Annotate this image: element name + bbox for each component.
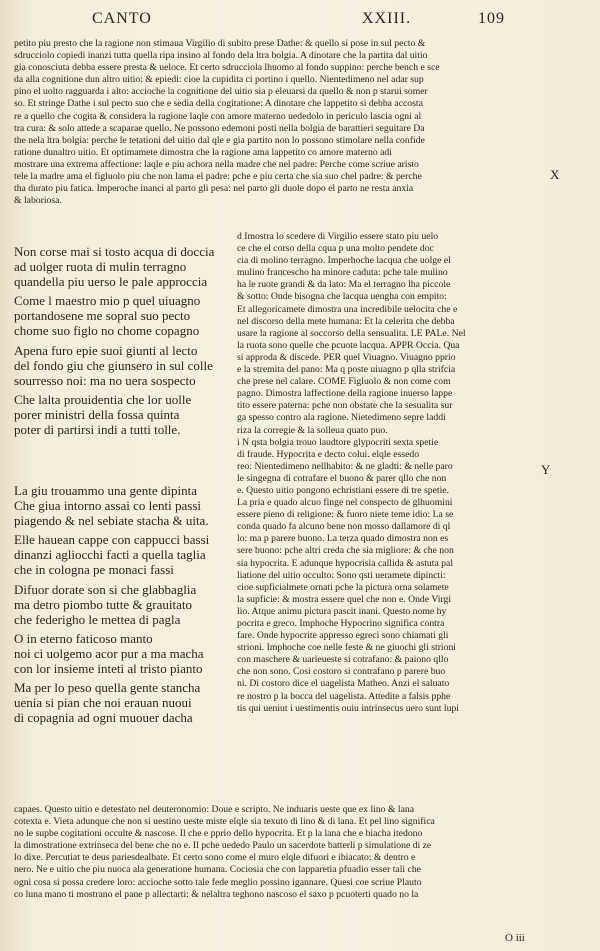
verse-line: chome suo figlo no chome copagno (14, 323, 200, 339)
commentary-line: lo: ma p parere buono. La terza quado dimostra non es (237, 533, 449, 545)
commentary-line: essere pieno di religione: & fuoro niete teme idio: La se (237, 509, 454, 521)
commentary-line: sdrucciolo copiedi inanzi tutta quella ripa insino al fondo dela ltra bolgia. A dinotare che la partita dal uitio (14, 50, 428, 62)
commentary-line: cioe supficialmete ornati pche la pictura orna solamete (237, 581, 449, 593)
commentary-line: no le supbe cogitationi occulte & nascose. Il che e pprio dello hypocrita. Et p la lana che e biacha itedono (14, 828, 423, 840)
verse-line: ad uolger ruota di mulin terragno (14, 259, 187, 275)
verse-line: dinanzi agliocchi facti a quella taglia (14, 547, 206, 563)
commentary-line: le singegna di cotrafare el buono & parer qllo che non (237, 472, 447, 484)
right-commentary (237, 231, 537, 715)
commentary-line: tha durato piu fatica. Imperoche inanci al parto gli pesa: nel parto gli duole dopo el parto ne resta anxia (14, 183, 414, 195)
verse-line: Come l maestro mio p quel uiuagno (14, 293, 201, 309)
commentary-line: la supficie: & mostra essere quel che non e. Onde Virgi (237, 593, 452, 605)
commentary-line: reo: Nientedimeno nellhabito: & ne gladti: & nelle paro (237, 460, 453, 472)
verse-line: sourresso noi: ma no uera sospecto (14, 372, 196, 388)
commentary-line: conda quado fa alcuno bene non mosso dallamore di ql (237, 521, 451, 533)
commentary-line: cotexta e. Vieta adunque che non si uestino ueste miste elqle sia texuto di lino & di lana. Et pel lino significa (14, 816, 435, 828)
commentary-line: di fraude. Hypocrita e decto colui. elqle essedo (237, 448, 420, 460)
verse-line: di copagnia ad ogni muouer dacha (14, 710, 193, 726)
commentary-line: lio. Atque animu pictura pascit inani. Questo nome hy (237, 605, 447, 617)
verse-line: portandosene me sopral suo pecto (14, 308, 191, 324)
verse-line: Elle hauean cappe con cappucci bassi (14, 532, 210, 548)
commentary-line: che non sono. Cosi costoro si contrafano p parere buo (237, 666, 446, 678)
tercet (14, 582, 236, 627)
commentary-line: pagno. Dimostra laffectione della ragione inuerso lappe (237, 388, 453, 400)
verse-block-1 (14, 244, 236, 441)
tercet (14, 244, 236, 289)
verse-line: quandella piu uerso le pale approccia (14, 274, 208, 290)
canto-number: XXIII. (362, 10, 412, 27)
margin-letter-x: X (550, 167, 560, 182)
commentary-line: capaes. Questo uitio e detestato nel deuteronomio: Doue e scripto. Ne induaris ueste que ex lino & lana (14, 804, 415, 815)
folio-number: 109 (478, 10, 505, 27)
verse-line: Che giua intorno assai co lenti passi (14, 498, 202, 514)
verse-line: Apena furo epie suoi giunti al lecto (14, 342, 198, 358)
commentary-line: con maschere & uarieueste si cotrafano: & paiono qllo (237, 654, 449, 666)
signature-mark: O iii (505, 932, 525, 944)
commentary-line: co luna mano ti mostrano el pane p allectarti: & nelaltra teghono nascoso el saxo p pcuoterti quado no la (14, 888, 419, 900)
commentary-line: tra cura: & solo attede a scaparae quello. Ne possono edemoni posti nella bolgia de barattieri seguitare Da (14, 122, 425, 134)
tercet (14, 631, 236, 676)
verse-line: O in eterno faticoso manto (14, 630, 153, 646)
commentary-line: ogni cosa si possa credere loro: accioche sotto tale fede meglio possino igannare. Quesi coe scriue Plauto (14, 876, 422, 888)
commentary-line: La pria e quado alcuo finge nel conspecto de glhuomini (237, 497, 453, 509)
running-header (0, 10, 600, 32)
commentary-line: d Imostra lo scedere di Virgilio essere stato piu uelo (237, 231, 439, 242)
commentary-line: ha le ruote grandi & da lato: Ma el terragno lha piccole (237, 279, 451, 291)
commentary-line: ni. Di costoro dice el uagelista Matheo. Anzi el saluato (237, 678, 450, 690)
tercet (14, 680, 236, 725)
canto-heading: CANTO (92, 10, 152, 27)
verse-line: del fondo giu che giunsero in sul colle (14, 357, 213, 373)
commentary-line: si approda & discede. PER quel Viuagno. Viuagno pprio (237, 351, 456, 363)
commentary-line: & sotto: Onde bisogna che lacqua uengha con empito: (237, 291, 447, 303)
top-commentary (14, 38, 534, 207)
verse-line: Che lalta prouidentia che lor uolle (14, 391, 192, 407)
commentary-line: mulino francescho ha minore caduta: pche tale mulino (237, 267, 448, 279)
commentary-line: gia conosciuta debba essere presta & ueloce. Et certo sdrucciola lhuomo al fondo suppino: perche bench e sce (14, 62, 440, 74)
commentary-line: tele la madre ama el figluolo piu che non lama el padre: pche e piu certa che sia suo chel padre: & perche (14, 171, 422, 183)
commentary-line: petito piu presto che la ragione non stimaua Virgilio di subito prese Dathe: & quello si pose in sul pecto & (14, 38, 426, 49)
commentary-line: re nostro p la bocca del uagelista. Attedite a falsis pphe (237, 690, 451, 702)
verse-line: porer ministri della fossa quinta (14, 406, 180, 422)
commentary-line: i N qsta bolgia trouo laudtore glypocriti sexta spetie (237, 436, 439, 448)
commentary-line: ga spesso contro ala ragione. Nietedimeno sepre laddi (237, 412, 446, 424)
tercet (14, 293, 236, 338)
commentary-line: ce che el corso della cqua p una molto pendete doc (237, 243, 434, 255)
commentary-line: cia di molino terragno. Imperhoche lacqua che uolge el (237, 255, 451, 267)
commentary-line: sia hypocrita. E adunque hypocrisia callida & astuta pal (237, 557, 454, 569)
commentary-line: la ruota sono quelle che pcuote lacqua. APPR Occia. Qua (237, 339, 460, 351)
commentary-line: ratione dunaltro uitio. Et optimamete dimostra che la ragione ama lappetito co amore materno adi (14, 146, 392, 158)
commentary-line: re a quello che cogita & considera la ragione laqle con amore materno uededolo in periculo lascia ogni al (14, 110, 422, 122)
commentary-line: tito essere paterna: pche non obstate che la sesualita sur (237, 400, 453, 412)
verse-line: che in cologna pe monaci fassi (14, 562, 174, 578)
commentary-line: pocrita e greco. Imphoche Hypocrino significa contra (237, 618, 445, 629)
commentary-line: & laboriosa. (14, 195, 62, 207)
commentary-line: da alla cognitione dun altro uitio: & epiedi: cioe la cupidita ci portino i quello. Nientedimeno nel adar sup (14, 74, 424, 86)
verse-line: Difuor dorate son si che glabbaglia (14, 581, 197, 597)
commentary-line: che prese nel calare. COME Figluolo & non come com (237, 376, 451, 388)
commentary-line: e la stremita del pano: Ma q poste uiuagno p qlla strifcia (237, 364, 456, 376)
commentary-line: nero. Ne e uitio che piu nuoca ala generatione humana. Cociosia che con lapparetia pfuadio esser tali che (14, 864, 421, 876)
commentary-line: so. Et stringe Dathe i sul pecto suo che e sedia della cogitatione: A dinotare che lappetito si debba accosta (14, 98, 423, 110)
verse-line: piagendo & nel sebiate stacha & uita. (14, 513, 209, 529)
verse-line: ma detro piombo tutte & grauitato (14, 596, 192, 612)
verse-line: con lor insieme inteti al tristo pianto (14, 661, 203, 677)
tercet (14, 392, 236, 437)
commentary-line: e. Questo uitio pongono echristiani essere di tre spetie. (237, 484, 449, 496)
verse-line: noi ci uolgemo acor pur a ma macha (14, 645, 204, 661)
verse-line: uenia si pian che noi erauan nuoui (14, 695, 192, 711)
commentary-line: Et allegoricamete dimostra una incredibile uelocita che e (237, 303, 458, 315)
tercet (14, 483, 236, 528)
commentary-line: riza la corregie & la solleua quato puo. (237, 424, 388, 436)
bottom-commentary (14, 804, 534, 901)
commentary-line: strioni. Imphoche coe nelle feste & ne giuochi gli strioni (237, 642, 456, 654)
commentary-line: la dimostratione extrinseca del bene che no e. Il pche uededo Paulo un sacerdote batterli p simulatione di ze (14, 840, 432, 852)
verse-line: La giu trouammo una gente dipinta (14, 483, 198, 498)
verse-block-2 (14, 483, 236, 729)
tercet (14, 343, 236, 388)
commentary-line: pino el uolto ragguarda i alto: accioche la cognitione del uitio sia p eleuarsi da quello & non p starui somer (14, 86, 428, 98)
commentary-line: lo dixe. Percutiat te deus pariesdealbate. Et certo sono come el muro elqle difuori e ibiacato: & dentro e (14, 852, 416, 864)
commentary-line: mostrare una extrema affectione: laqle e piu achora nella madre che nel padre: Perche come scriue aristo (14, 158, 419, 170)
commentary-line: the nela ltra bolgia: perche le tetationi del uitio dal qle e gia partito non lo possono stimolare nella confide (14, 134, 425, 146)
verse-line: Non corse mai si tosto acqua di doccia (14, 244, 215, 259)
commentary-line: sere buono: pche altri creda che sia migliore: & che non (237, 545, 454, 557)
commentary-line: nel discorso della mete humana: Et la celerita che debba (237, 315, 455, 327)
commentary-line: tis qui ueniut i uestimentis ouiu intrinsecus uero sunt lupi (237, 702, 459, 714)
verse-line: poter di partirsi indi a tutti tolle. (14, 422, 181, 438)
verse-line: Ma per lo peso quella gente stancha (14, 680, 201, 696)
margin-letter-y: Y (541, 462, 551, 477)
commentary-line: fare. Onde hypocrite appresso egreci sono chiamati gli (237, 630, 449, 642)
commentary-line: liatione del uitio occulto: Sono qsti ueramete dipincti: (237, 569, 446, 581)
tercet (14, 532, 236, 577)
commentary-line: usare la ragione al soccorso della sensualita. LE PALe. Nel (237, 327, 466, 339)
verse-line: che federigho le mettea di pagla (14, 611, 181, 627)
